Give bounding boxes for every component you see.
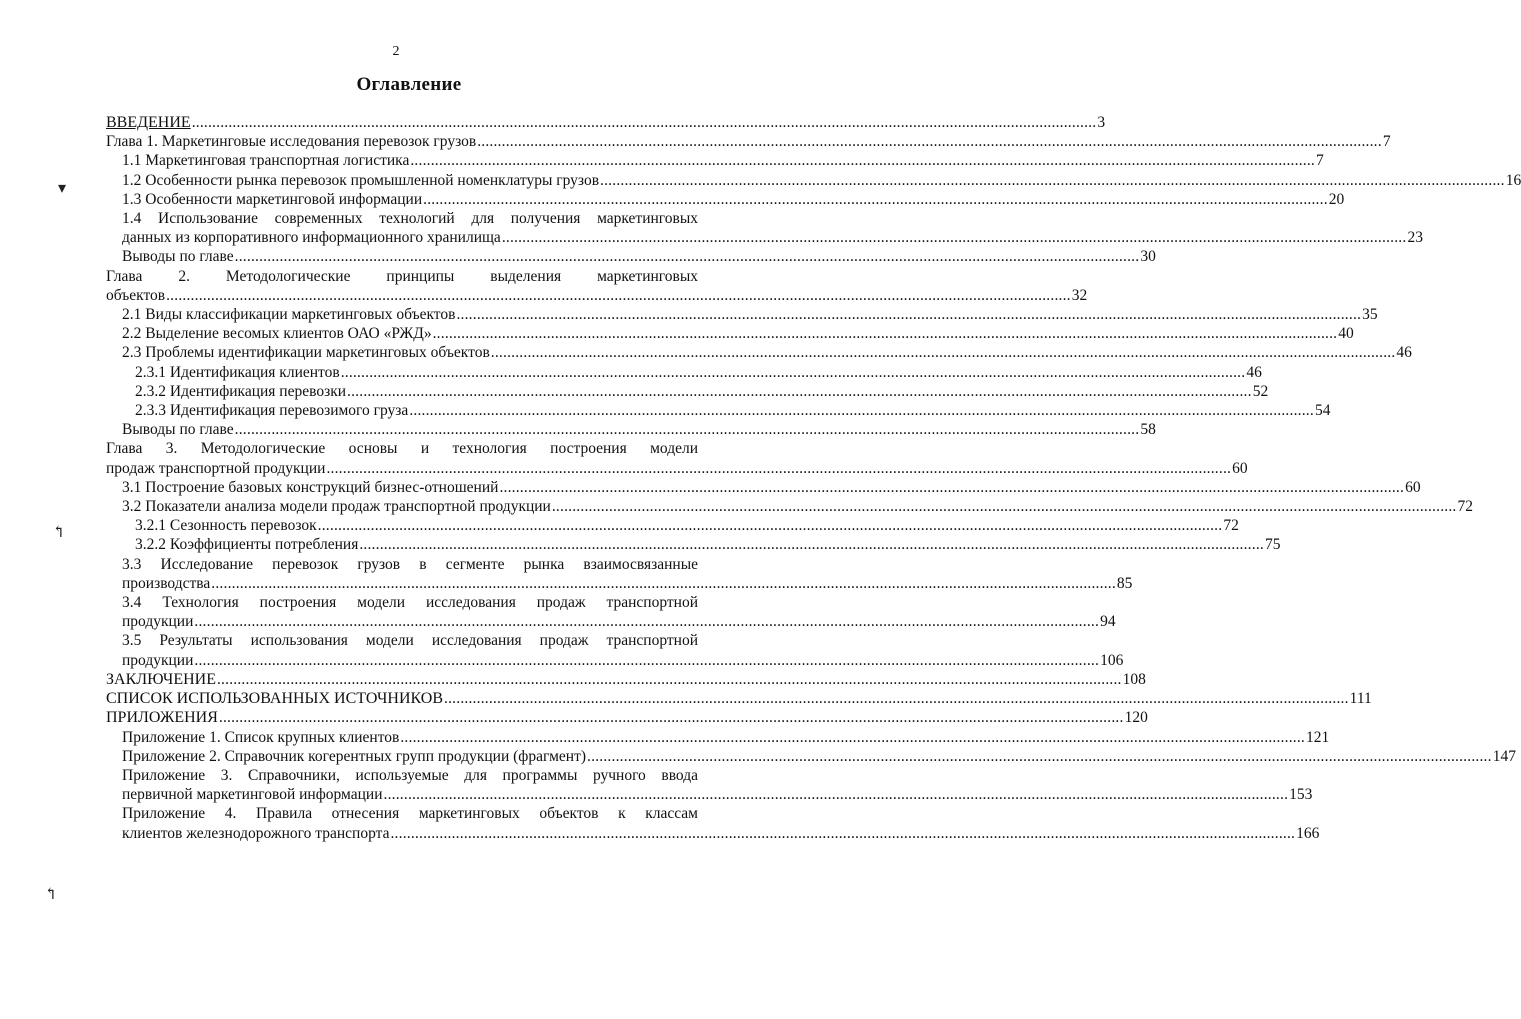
toc-entry[interactable]: [106, 497, 1474, 516]
page-title: Оглавление: [356, 74, 462, 95]
toc-entry-page: 46: [1396, 344, 1412, 362]
toc-entry[interactable]: [106, 439, 1248, 477]
toc-entry-label: продаж транспортной продукции: [106, 459, 326, 477]
toc-entry-label: объектов: [106, 286, 166, 304]
toc-entry-page: 120: [1124, 709, 1148, 727]
toc-entry[interactable]: [106, 171, 1521, 190]
toc-entry-page: 111: [1349, 690, 1372, 708]
toc-entry-page: 58: [1140, 421, 1156, 439]
toc-entry[interactable]: [106, 190, 1345, 209]
toc-entry[interactable]: [106, 766, 1313, 804]
toc-entry[interactable]: [106, 343, 1412, 362]
toc-entry[interactable]: [106, 363, 1262, 382]
toc-entry-page: 54: [1314, 402, 1331, 420]
toc-entry-label: 2.2 Выделение весомых клиентов ОАО «РЖД»: [122, 325, 432, 343]
toc-entry-page: 7: [1382, 133, 1391, 151]
toc-entry[interactable]: [106, 670, 1146, 689]
toc-leader-dots: [219, 708, 1124, 727]
toc-leader-dots: [235, 420, 1140, 439]
toc-entry-label-line1: Глава 2. Методологические принципы выделения маркетинговых: [106, 267, 698, 285]
toc-entry-label: 1.2 Особенности рынка перевозок промышленной номенклатуры грузов: [122, 171, 600, 189]
toc-leader-dots: [211, 574, 1116, 593]
toc-entry-label: Выводы по главе: [122, 421, 234, 439]
toc-entry-label-line1: Приложение 3. Справочники, используемые для программы ручного ввода: [122, 766, 698, 784]
toc-entry-label: 2.3 Проблемы идентификации маркетинговых объектов: [122, 344, 490, 362]
toc-entry-page: 30: [1140, 248, 1156, 266]
toc-entry[interactable]: [106, 401, 1331, 420]
toc-entry-label-line1: 3.4 Технология построения модели исследования продаж транспортной: [122, 594, 698, 612]
toc-entry[interactable]: [106, 478, 1421, 497]
toc-entry-label: ПРИЛОЖЕНИЯ: [106, 709, 218, 727]
toc-entry-label-line1: 1.4 Использование современных технологий для получения маркетинговых: [122, 210, 698, 228]
toc-entry-page: 52: [1252, 382, 1269, 400]
toc-leader-dots: [444, 689, 1349, 708]
toc-entry-page: 32: [1071, 286, 1088, 304]
toc-entry[interactable]: [106, 555, 1133, 593]
margin-mark: ↰: [52, 524, 66, 541]
toc-entry-label: 3.2 Показатели анализа модели продаж транспортной продукции: [122, 498, 551, 516]
toc-leader-dots: [409, 401, 1314, 420]
margin-mark: ↰: [44, 886, 58, 903]
toc-entry-page: 72: [1457, 498, 1474, 516]
toc-leader-dots: [477, 132, 1382, 151]
toc-entry-label: 1.3 Особенности маркетинговой информации: [122, 190, 423, 208]
toc-leader-dots: [456, 305, 1361, 324]
toc-entry-label-line1: 3.3 Исследование перевозок грузов в сегменте рынка взаимосвязанные: [122, 555, 698, 573]
toc-entry[interactable]: [106, 382, 1269, 401]
toc-leader-dots: [423, 190, 1328, 209]
toc-leader-dots: [235, 247, 1140, 266]
toc-leader-dots: [192, 113, 1097, 132]
toc-entry-label: ЗАКЛЮЧЕНИЕ: [106, 670, 216, 688]
toc-entry-page: 153: [1289, 786, 1313, 804]
toc-entry-page: 147: [1492, 747, 1516, 765]
margin-mark: ▾: [58, 180, 67, 197]
toc-leader-dots: [400, 728, 1305, 747]
toc-entry-label: продукции: [122, 613, 194, 631]
toc-entry-page: 60: [1405, 478, 1421, 496]
toc-entry-label: 3.2.2 Коэффициенты потребления: [135, 536, 359, 554]
toc-entry[interactable]: [106, 535, 1281, 554]
toc-entry-label: производства: [122, 574, 211, 592]
toc-entry-page: 46: [1246, 363, 1262, 381]
toc-entry-label: данных из корпоративного информационного хранилища: [122, 229, 501, 247]
toc-leader-dots: [552, 497, 1457, 516]
toc-entry[interactable]: [106, 708, 1148, 727]
toc-entry[interactable]: [106, 132, 1391, 151]
toc-leader-dots: [166, 286, 1071, 305]
toc-entry-page: 166: [1296, 824, 1320, 842]
toc-leader-dots: [217, 670, 1122, 689]
toc-entry-page: 20: [1328, 190, 1345, 208]
toc-entry-page: 121: [1306, 728, 1330, 746]
toc-leader-dots: [326, 459, 1231, 478]
toc-entry-label: Выводы по главе: [122, 248, 234, 266]
toc-leader-dots: [491, 343, 1396, 362]
toc-entry[interactable]: [106, 516, 1239, 535]
toc-leader-dots: [318, 516, 1223, 535]
toc-leader-dots: [502, 228, 1407, 247]
toc-entry[interactable]: [106, 631, 1124, 669]
toc-entry-label: ВВЕДЕНИЕ: [106, 114, 191, 131]
toc-entry-page: 40: [1338, 325, 1354, 343]
toc-leader-dots: [390, 824, 1295, 843]
toc-entry-label: 2.3.3 Идентификация перевозимого груза: [135, 402, 409, 420]
toc-entry-label: 2.1 Виды классификации маркетинговых объектов: [122, 306, 456, 324]
toc-entry-label-line1: Приложение 4. Правила отнесения маркетинговых объектов к классам: [122, 805, 698, 823]
toc-entry-label: продукции: [122, 651, 194, 669]
toc-leader-dots: [384, 785, 1289, 804]
toc-leader-dots: [410, 151, 1315, 170]
toc-leader-dots: [194, 612, 1099, 631]
toc-leader-dots: [600, 171, 1505, 190]
toc-entry-label: 3.1 Построение базовых конструкций бизнес-отношений: [122, 478, 499, 496]
toc-entry[interactable]: [106, 267, 1088, 305]
toc-entry-page: 75: [1264, 536, 1281, 554]
toc-entry[interactable]: [106, 420, 1156, 439]
toc-entry-label: первичной маркетинговой информации: [122, 786, 383, 804]
toc-entry-page: 108: [1122, 670, 1146, 688]
toc-leader-dots: [433, 324, 1338, 343]
toc-entry-page: 16: [1505, 171, 1521, 189]
toc-entry-label: Приложение 2. Справочник когерентных групп продукции (фрагмент): [122, 747, 587, 765]
toc-entry[interactable]: [106, 804, 1320, 842]
toc-entry[interactable]: [106, 113, 1106, 132]
toc-leader-dots: [194, 651, 1099, 670]
toc-entry-page: 60: [1232, 459, 1248, 477]
toc-entry-label: Приложение 1. Список крупных клиентов: [122, 728, 400, 746]
toc-entry-page: 94: [1100, 613, 1116, 631]
toc-leader-dots: [341, 363, 1246, 382]
toc-leader-dots: [347, 382, 1252, 401]
toc-entry[interactable]: [106, 247, 1156, 266]
toc-entry-page: 35: [1362, 306, 1378, 324]
toc-entry-page: 106: [1100, 651, 1124, 669]
toc-entry-label-line1: Глава 3. Методологические основы и технология построения модели: [106, 440, 698, 458]
toc-entry-page: 85: [1116, 574, 1133, 592]
toc-entry-label: клиентов железнодорожного транспорта: [122, 824, 390, 842]
table-of-contents: [106, 113, 1521, 843]
toc-entry[interactable]: [106, 593, 1116, 631]
toc-entry[interactable]: [106, 324, 1354, 343]
page-number: 2: [392, 44, 400, 59]
toc-entry-page: 72: [1223, 517, 1239, 535]
toc-entry[interactable]: [106, 151, 1324, 170]
toc-entry-label: 1.1 Маркетинговая транспортная логистика: [122, 152, 410, 170]
toc-entry[interactable]: [106, 209, 1423, 247]
toc-entry-label: 2.3.2 Идентификация перевозки: [135, 382, 347, 400]
toc-leader-dots: [499, 478, 1404, 497]
toc-entry[interactable]: [106, 728, 1330, 747]
toc-entry[interactable]: [106, 747, 1516, 766]
toc-entry-label: 3.2.1 Сезонность перевозок: [135, 517, 317, 535]
toc-entry-label: 2.3.1 Идентификация клиентов: [135, 363, 340, 381]
toc-leader-dots: [359, 535, 1264, 554]
toc-entry[interactable]: [106, 689, 1372, 708]
toc-entry-label: СПИСОК ИСПОЛЬЗОВАННЫХ ИСТОЧНИКОВ: [106, 690, 444, 708]
toc-entry-page: 7: [1316, 152, 1324, 170]
toc-entry-page: 23: [1407, 229, 1423, 247]
toc-leader-dots: [587, 747, 1492, 766]
toc-entry[interactable]: [106, 305, 1378, 324]
toc-entry-label: Глава 1. Маркетинговые исследования перевозок грузов: [106, 133, 477, 151]
toc-entry-page: 3: [1097, 114, 1106, 131]
toc-entry-label-line1: 3.5 Результаты использования модели исследования продаж транспортной: [122, 632, 698, 650]
